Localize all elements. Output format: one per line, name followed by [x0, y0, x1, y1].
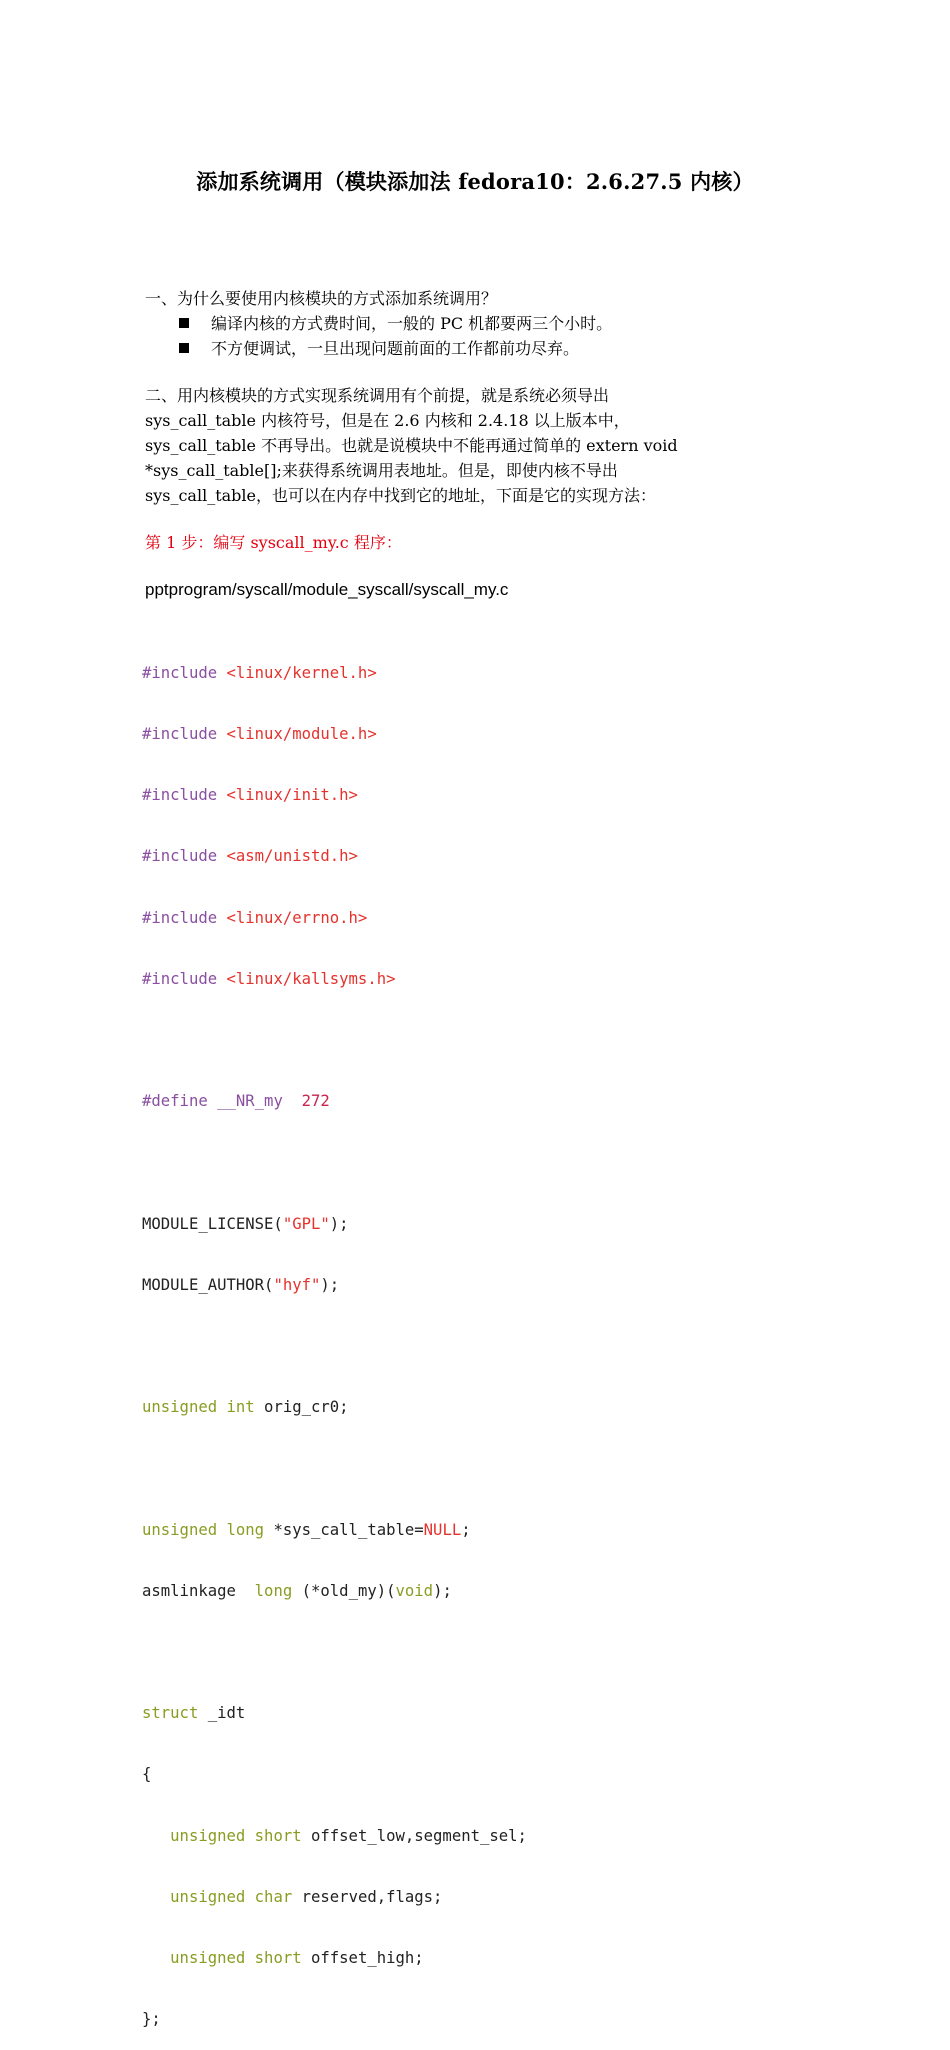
code-line: [142, 724, 642, 744]
square-bullet-icon: [179, 318, 189, 328]
code-blank: [142, 1458, 642, 1478]
code-token: #define: [142, 1092, 208, 1111]
code-token: <asm/unistd.h>: [226, 847, 358, 866]
paragraph-line: *sys_call_table[];来获得系统调用表地址。但是，即使内核不导出: [145, 461, 618, 480]
code-token: struct: [142, 1704, 199, 1723]
code-token: #include: [142, 725, 218, 744]
paragraph-line: 二、用内核模块的方式实现系统调用有个前提，就是系统必须导出: [145, 386, 610, 405]
code-line: [142, 1764, 642, 1784]
code-token: {: [142, 1765, 152, 1784]
code-token: );: [329, 1214, 349, 1233]
code-line: [142, 1703, 642, 1723]
page-title: 添加系统调用（模块添加法 fedora10：2.6.27.5 内核）: [196, 169, 754, 194]
code-token: "GPL": [282, 1214, 330, 1233]
code-token: unsigned int: [142, 1398, 255, 1417]
reason-text: 不方便调试，一旦出现问题前面的工作都前功尽弃。: [211, 339, 580, 358]
code-blank: [142, 1642, 642, 1662]
section-premise: [145, 383, 805, 508]
paragraph-line: sys_call_table 不再导出。也就是说模块中不能再通过简单的 extern void: [145, 436, 678, 455]
code-line: [142, 1887, 642, 1907]
code-line: [142, 1948, 642, 1968]
code-line: [142, 1214, 642, 1234]
code-blank: [142, 1030, 642, 1050]
code-token: unsigned short: [170, 1826, 302, 1845]
code-token: asmlinkage: [142, 1581, 255, 1600]
code-line: [142, 908, 642, 928]
code-token: <linux/init.h>: [226, 786, 358, 805]
code-token: ;: [461, 1520, 471, 1539]
reason-text: 编译内核的方式费时间，一般的 PC 机都要两三个小时。: [211, 314, 613, 333]
code-token: <linux/kernel.h>: [226, 663, 377, 682]
code-token: <linux/module.h>: [226, 725, 377, 744]
code-token: "hyf": [273, 1275, 321, 1294]
code-line: [142, 2009, 642, 2029]
paragraph-line: sys_call_table，也可以在内存中找到它的地址，下面是它的实现方法：: [145, 486, 656, 505]
code-token: #include: [142, 847, 218, 866]
code-token: NULL: [423, 1520, 462, 1539]
code-token: <linux/errno.h>: [226, 908, 368, 927]
list-item: [145, 336, 785, 361]
code-token: orig_cr0;: [254, 1398, 349, 1417]
code-line: [142, 846, 642, 866]
code-token: <linux/kallsyms.h>: [226, 969, 396, 988]
code-line: [142, 1520, 642, 1540]
code-blank: [142, 1152, 642, 1172]
code-token: (*old_my)(: [292, 1581, 396, 1600]
code-line: [142, 1397, 642, 1417]
code-token: offset_high;: [301, 1949, 424, 1968]
code-token: #include: [142, 663, 218, 682]
code-token: );: [320, 1275, 340, 1294]
code-token: unsigned short: [170, 1949, 302, 1968]
section-why-heading: 一、为什么要使用内核模块的方式添加系统调用？: [145, 289, 498, 308]
code-line: [142, 1091, 642, 1111]
list-item: [145, 311, 785, 336]
code-token: long: [254, 1581, 293, 1600]
code-token: void: [395, 1581, 434, 1600]
code-token: unsigned char: [170, 1887, 293, 1906]
code-listing: [142, 622, 642, 2029]
code-token: __NR_my: [217, 1092, 283, 1111]
code-blank: [142, 1336, 642, 1356]
paragraph-line: sys_call_table 内核符号，但是在 2.6 内核和 2.4.18 以上版本中，: [145, 411, 630, 430]
file-path: pptprogram/syscall/module_syscall/syscall_my.c: [145, 580, 509, 599]
code-token: unsigned long: [142, 1520, 265, 1539]
code-token: offset_low,segment_sel;: [301, 1826, 527, 1845]
code-line: [142, 1275, 642, 1295]
section-why: [145, 286, 785, 361]
code-line: [142, 1581, 642, 1601]
code-token: #include: [142, 908, 218, 927]
code-token: MODULE_AUTHOR(: [142, 1275, 274, 1294]
code-token: reserved,flags;: [292, 1887, 443, 1906]
code-token: *sys_call_table=: [264, 1520, 424, 1539]
code-token: #include: [142, 969, 218, 988]
code-token: MODULE_LICENSE(: [142, 1214, 283, 1233]
code-token: );: [433, 1581, 452, 1600]
code-line: [142, 969, 642, 989]
code-token: 272: [301, 1092, 330, 1111]
code-token: #include: [142, 786, 218, 805]
code-line: [142, 1826, 642, 1846]
square-bullet-icon: [179, 343, 189, 353]
reason-list: [145, 311, 785, 361]
step-1-heading: 第 1 步：编写 syscall_my.c 程序：: [145, 533, 402, 552]
code-token: };: [142, 2010, 161, 2029]
code-line: [142, 785, 642, 805]
code-line: [142, 663, 642, 683]
code-token: _idt: [198, 1704, 246, 1723]
